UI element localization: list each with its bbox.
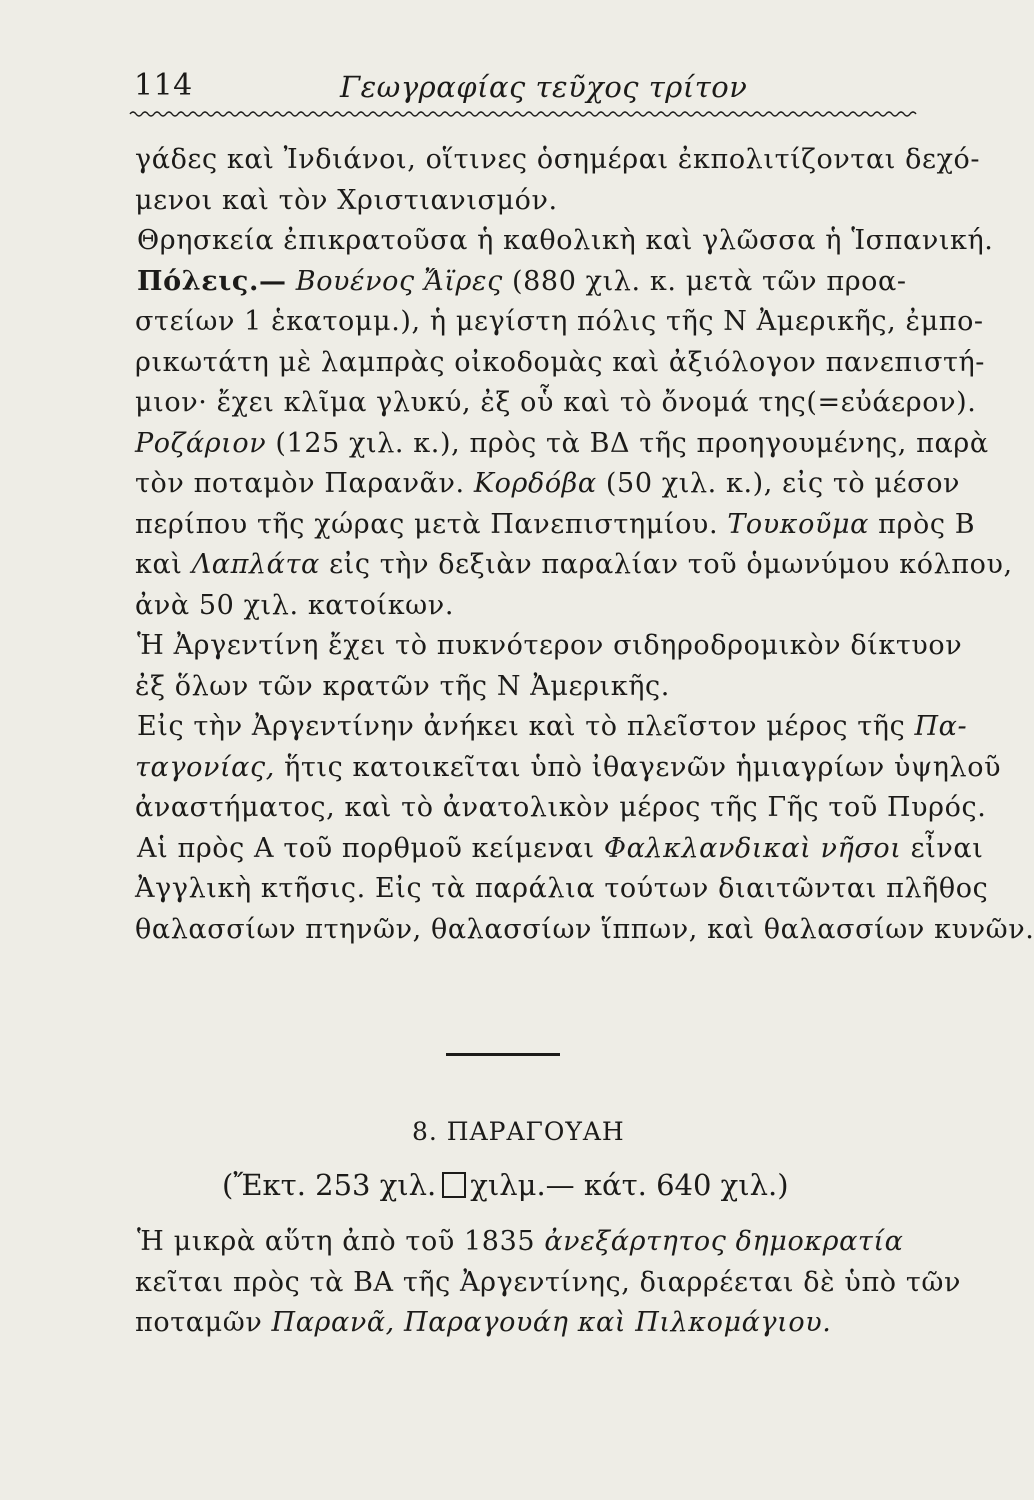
text-span: τὸν ποταμὸν Παρανᾶν. bbox=[135, 468, 465, 499]
text-span: (125 χιλ. κ.), πρὸς τὰ ΒΔ τῆς προηγουμένης, παρὰ bbox=[275, 427, 989, 459]
text-span: Εἰς τὴν Ἀργεντίνην ἀνήκει καὶ τὸ πλεῖστον μέρος τῆς bbox=[137, 711, 906, 742]
text-line: ρικωτάτη μὲ λαμπρὰς οἰκοδομὰς καὶ ἀξιόλογον πανεπιστή- bbox=[135, 346, 986, 378]
text-line bbox=[135, 545, 1013, 586]
text-line: Ἀγγλικὴ κτῆσις. Εἰς τὰ παράλια τούτων διαιτῶνται πλῆθος bbox=[135, 873, 989, 904]
text-span: (50 χιλ. κ.), εἰς τὸ μέσον bbox=[605, 468, 961, 499]
city-name: Λαπλάτα bbox=[191, 549, 320, 580]
text-line bbox=[135, 1222, 935, 1263]
place-name: Πα- bbox=[914, 711, 968, 742]
text-line: Ἡ Ἀργεντίνη ἔχει τὸ πυκνότερον σιδηροδρομικὸν δίκτυον bbox=[137, 630, 963, 661]
text-span: ποταμῶν bbox=[135, 1307, 263, 1338]
year: 1835 bbox=[464, 1226, 536, 1257]
text-line: μιον· ἔχει κλῖμα γλυκύ, ἐξ οὗ καὶ τὸ ὄνομά της(=εὐάερον). bbox=[135, 387, 977, 418]
text-line bbox=[135, 707, 968, 748]
cities-heading: Πόλεις.— bbox=[137, 265, 287, 297]
page-header bbox=[130, 68, 920, 108]
text-span: ἥτις κατοικεῖται ὑπὸ ἰθαγενῶν ἡμιαγρίων ὑψηλοῦ bbox=[284, 751, 1002, 783]
section-stats bbox=[222, 1168, 789, 1202]
text-line bbox=[135, 424, 989, 465]
city-name: Βουένος Ἄϊρες bbox=[295, 265, 503, 297]
text-line: ἀνὰ 50 χιλ. κατοίκων. bbox=[135, 589, 454, 621]
main-text bbox=[135, 140, 1034, 950]
text-span: Ἡ μικρὰ αὕτη ἀπὸ τοῦ bbox=[137, 1226, 455, 1257]
header-wavy-rule bbox=[130, 110, 920, 118]
text-line: μενοι καὶ τὸν Χριστιανισμόν. bbox=[135, 184, 558, 216]
city-name: Τουκοῦμα bbox=[727, 508, 869, 540]
text-line bbox=[135, 464, 961, 505]
text-span: περίπου τῆς χώρας μετὰ Πανεπιστημίου. bbox=[135, 508, 719, 540]
place-name: Φαλκλανδικαὶ νῆσοι bbox=[603, 832, 902, 864]
text-line bbox=[135, 748, 1002, 789]
river-names: Παρανᾶ, Παραγουάη καὶ Πιλκομάγιου. bbox=[271, 1307, 832, 1338]
city-name: Κορδόβα bbox=[473, 468, 597, 499]
text-span: πρὸς Β bbox=[878, 508, 976, 540]
text-span: Αἱ πρὸς Α τοῦ πορθμοῦ κείμεναι bbox=[137, 832, 595, 864]
text-line: ἐξ ὅλων τῶν κρατῶν τῆς Ν Ἀμερικῆς. bbox=[135, 670, 670, 702]
text-line bbox=[135, 505, 976, 546]
text-line: κεῖται πρὸς τὰ ΒΑ τῆς Ἀργεντίνης, διαρρέεται δὲ ὑπὸ τῶν bbox=[135, 1266, 961, 1298]
text-line bbox=[135, 1303, 935, 1344]
text-line: θαλασσίων πτηνῶν, θαλασσίων ἵππων, καὶ θαλασσίων κυνῶν. bbox=[135, 913, 1034, 945]
text-line: γάδες καὶ Ἰνδιάνοι, οἵτινες ὁσημέραι ἐκπολιτίζονται δεχό- bbox=[135, 144, 981, 175]
text-line bbox=[135, 262, 930, 303]
running-title: Γεωγραφίας τεῦχος τρίτον bbox=[340, 70, 748, 104]
paraguay-text bbox=[135, 1222, 961, 1344]
text-span: εἶναι bbox=[910, 832, 984, 864]
text-span: (880 χιλ. κ. μετὰ τῶν προα- bbox=[512, 265, 907, 297]
text-line bbox=[135, 829, 984, 870]
section-divider bbox=[446, 1053, 560, 1056]
section-heading: 8. ΠΑΡΑΓΟΥΑΗ bbox=[412, 1117, 625, 1146]
square-symbol-icon bbox=[442, 1172, 466, 1198]
text-span: εἰς τὴν δεξιὰν παραλίαν τοῦ ὁμωνύμου κόλπου, bbox=[329, 549, 1013, 580]
page-number: 114 bbox=[134, 68, 193, 103]
text-line: στείων 1 ἑκατομμ.), ἡ μεγίστη πόλις τῆς Ν Ἀμερικῆς, ἐμπο- bbox=[135, 306, 984, 337]
place-name: ταγονίας, bbox=[135, 751, 275, 783]
italic-phrase: ἀνεξάρτητος δημοκρατία bbox=[544, 1226, 904, 1257]
city-name: Ροζάριον bbox=[135, 427, 267, 459]
text-span: (Ἔκτ. 253 χιλ. bbox=[222, 1168, 437, 1202]
text-line: ἀναστήματος, καὶ τὸ ἀνατολικὸν μέρος τῆς Γῆς τοῦ Πυρός. bbox=[135, 792, 987, 823]
text-span: χιλμ.— κάτ. 640 χιλ.) bbox=[470, 1168, 789, 1202]
text-line: Θρησκεία ἐπικρατοῦσα ἡ καθολικὴ καὶ γλῶσσα ἡ Ἱσπανική. bbox=[137, 225, 994, 256]
text-span: καὶ bbox=[135, 549, 183, 580]
